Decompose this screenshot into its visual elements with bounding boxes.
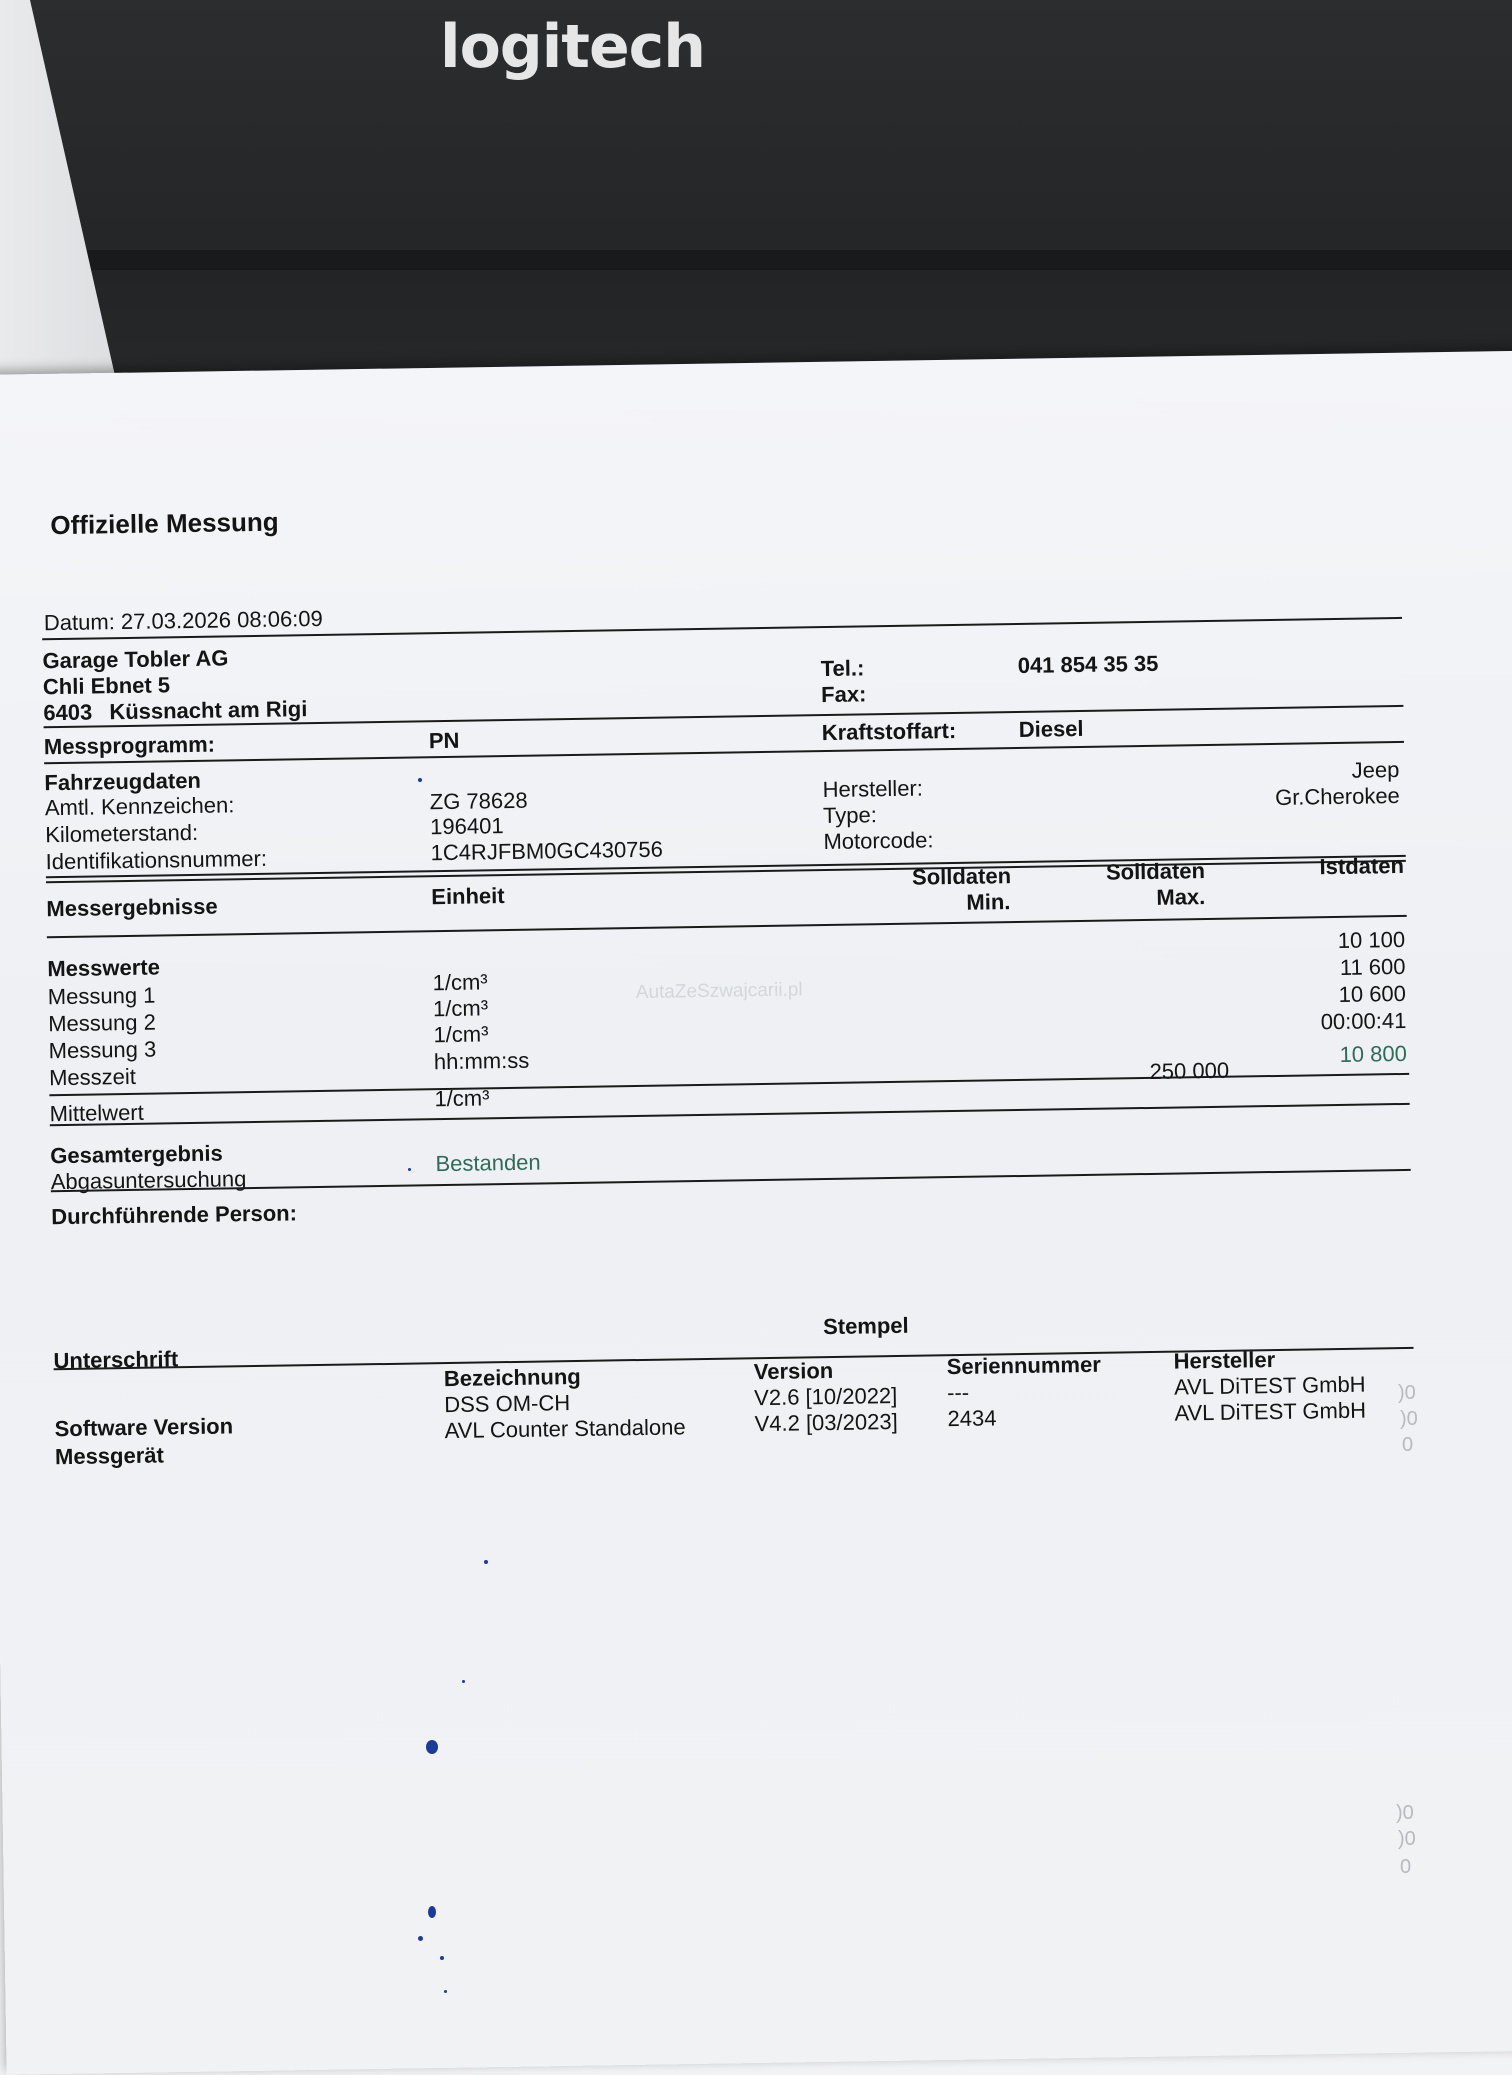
divider [47, 915, 1407, 938]
edge-print-mark: 0 [1400, 1856, 1412, 1878]
km-label: Kilometerstand: [45, 819, 199, 848]
ink-speck [418, 1936, 423, 1941]
datum: Datum: 27.03.2026 08:06:09 [43, 605, 323, 636]
solldaten-min-sub: Min. [966, 889, 1011, 915]
software-row-version: V4.2 [03/2023] [754, 1408, 898, 1437]
document-title: Offizielle Messung [50, 506, 279, 541]
edge-print-mark: )0 [1396, 1802, 1414, 1824]
mittelwert-unit: 1/cm³ [434, 1085, 490, 1112]
garage-name: Garage Tobler AG [42, 645, 229, 674]
mittelwert-max: 250 000 [1149, 1057, 1230, 1084]
edge-print-mark: )0 [1398, 1828, 1416, 1850]
software-row-bezeichnung: DSS OM-CH [444, 1390, 571, 1418]
tel-value: 041 854 35 35 [1017, 650, 1159, 678]
bezeichnung-header: Bezeichnung [443, 1363, 581, 1392]
measurement-row-label: Messung 3 [48, 1036, 157, 1064]
ink-speck [484, 1560, 488, 1564]
kennzeichen-label: Amtl. Kennzeichen: [44, 792, 235, 821]
km-value: 196401 [429, 813, 504, 840]
software-row-hersteller: AVL DiTEST GmbH [1173, 1371, 1366, 1400]
einheit-header: Einheit [431, 883, 505, 910]
person-label: Durchführende Person: [51, 1200, 298, 1230]
ink-speck [428, 1906, 436, 1918]
motorcode-label: Motorcode: [823, 827, 934, 855]
unterschrift-label: Unterschrift [53, 1346, 179, 1374]
measurement-row-ist: 10 600 [1338, 980, 1407, 1007]
solldaten-min-header: Solldaten [911, 863, 1012, 890]
solldaten-max-header: Solldaten [1105, 858, 1206, 885]
ink-speck [462, 1680, 465, 1683]
edge-print-mark: 0 [1402, 1434, 1414, 1456]
kraftstoff-label: Kraftstoffart: [821, 717, 957, 746]
software-row-serien: --- [946, 1379, 970, 1406]
tel-label: Tel.: [820, 655, 865, 682]
measurement-row-unit: hh:mm:ss [433, 1047, 530, 1075]
measurement-row-unit: 1/cm³ [432, 969, 488, 996]
type-label: Type: [822, 802, 878, 829]
measurement-row-unit: 1/cm³ [433, 1021, 489, 1048]
software-row-label: Messgerät [54, 1442, 165, 1470]
software-row-label: Software Version [54, 1413, 234, 1442]
hersteller-label: Hersteller: [822, 775, 924, 803]
stempel-label: Stempel [822, 1312, 909, 1340]
ident-label: Identifikationsnummer: [45, 845, 268, 875]
garage-zip: 6403 [43, 699, 93, 726]
hersteller-header: Hersteller [1173, 1347, 1276, 1374]
measurement-report [42, 478, 1446, 1499]
edge-print-mark: )0 [1400, 1408, 1418, 1430]
measurement-row-label: Messung 1 [47, 982, 156, 1010]
gesamt-heading: Gesamtergebnis [50, 1140, 223, 1169]
measurement-row-label: Messzeit [48, 1063, 137, 1091]
watermark: AutaZeSzwajcarii.pl [635, 979, 803, 1004]
fax-label: Fax: [820, 681, 867, 708]
messergebnisse-header: Messergebnisse [46, 893, 218, 922]
messprogramm-value: PN [428, 727, 460, 754]
kennzeichen-value: ZG 78628 [429, 787, 528, 815]
kraftstoff-value: Diesel [1018, 715, 1084, 742]
fahrzeug-heading: Fahrzeugdaten [44, 767, 202, 796]
version-header: Version [753, 1357, 834, 1385]
abgas-label: Abgasuntersuchung [50, 1166, 247, 1195]
garage-street: Chli Ebnet 5 [42, 672, 171, 700]
ink-speck [418, 778, 422, 782]
brand-logo: logitech [440, 12, 705, 82]
istdaten-header: Istdaten [1319, 852, 1405, 880]
divider [51, 1169, 1411, 1192]
hersteller-value: Jeep [1351, 756, 1400, 783]
measurement-row-ist: 11 600 [1339, 953, 1406, 980]
measurement-row-ist: 10 100 [1337, 926, 1406, 953]
ink-speck [444, 1990, 447, 1993]
ink-speck [440, 1956, 444, 1960]
measurement-row-unit: 1/cm³ [432, 995, 489, 1022]
messprogramm-label: Messprogramm: [43, 731, 216, 760]
seriennummer-header: Seriennummer [946, 1351, 1101, 1380]
garage-city: Küssnacht am Rigi [109, 696, 308, 725]
abgas-status: Bestanden [435, 1149, 541, 1177]
ink-speck [426, 1740, 438, 1754]
solldaten-max-sub: Max. [1156, 884, 1206, 910]
type-value: Gr.Cherokee [1274, 782, 1401, 810]
messwerte-heading: Messwerte [47, 954, 161, 982]
edge-print-mark: )0 [1398, 1382, 1416, 1404]
mittelwert-ist: 10 800 [1339, 1040, 1408, 1067]
ink-speck [408, 1168, 411, 1171]
software-row-version: V2.6 [10/2022] [753, 1382, 898, 1411]
ident-value: 1C4RJFBM0GC430756 [430, 836, 664, 866]
mittelwert-label: Mittelwert [49, 1099, 144, 1127]
measurement-row-ist: 00:00:41 [1320, 1007, 1407, 1035]
software-row-bezeichnung: AVL Counter Standalone [444, 1414, 686, 1444]
software-row-hersteller: AVL DiTEST GmbH [1174, 1397, 1367, 1426]
software-row-serien: 2434 [947, 1405, 997, 1432]
monitor-bezel [0, 250, 1512, 270]
divider [50, 1103, 1410, 1126]
measurement-row-label: Messung 2 [48, 1009, 157, 1037]
